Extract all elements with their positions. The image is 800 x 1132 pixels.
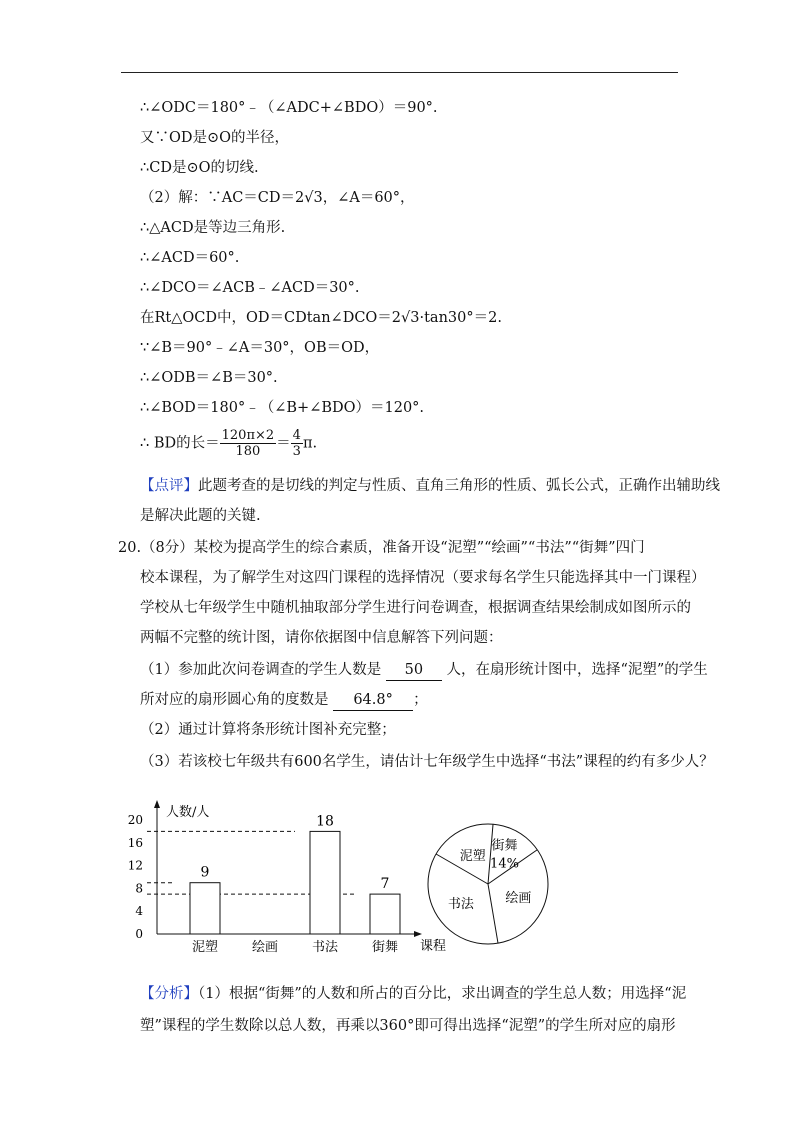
proof-line-3: ∴CD是⊙O的切线. [140, 160, 259, 176]
y-tick-label: 8 [135, 881, 143, 896]
proof-line-2: 又∵OD是⊙O的半径， [140, 130, 290, 146]
proof-line-9: ∵∠B＝90°﹣∠A＝30°，OB＝OD， [140, 340, 380, 356]
arc-fraction [220, 428, 277, 459]
proof-line-11: ∴∠BOD＝180°﹣（∠B+∠BDO）＝120°. [140, 400, 425, 416]
pie-label-书法: 书法 [447, 896, 474, 912]
arc-numerator: 120π×2 [221, 428, 275, 443]
category-label: 绘画 [251, 940, 279, 955]
q20-sub1-text-a: （1）参加此次问卷调查的学生人数是 [140, 662, 382, 678]
proof-line-1: ∴∠ODC＝180°﹣（∠ADC+∠BDO）＝90°. [140, 100, 438, 116]
q20-sub3: （3）若该校七年级共有600名学生，请估计七年级学生中选择“书法”课程的约有多少人？ [140, 754, 714, 770]
analysis-line-1 [140, 984, 686, 1004]
x-axis-label: 课程 [420, 939, 447, 954]
arc-denominator: 180 [235, 444, 261, 459]
bar-value-label: 18 [316, 813, 334, 830]
arc-result-numerator: 4 [292, 428, 301, 443]
arc-length-suffix: π. [302, 435, 318, 452]
bar-value-label: 9 [200, 864, 210, 881]
bar-chart [128, 800, 446, 955]
y-axis-label: 人数/人 [166, 805, 210, 820]
q20-paragraph-1: 20.（8分）某校为提高学生的综合素质，准备开设“泥塑”“绘画”“书法”“街舞”四门 [118, 540, 645, 556]
y-tick-label: 16 [127, 835, 143, 850]
q20-sub1-line-2 [140, 690, 428, 711]
review-tag: 【点评】 [140, 478, 198, 494]
q20-sub1-text-b: 人，在扇形统计图中，选择“泥塑”的学生 [446, 662, 708, 678]
y-tick-label: 12 [127, 858, 143, 873]
q20-sub1-text-c: 所对应的扇形圆心角的度数是 [140, 692, 329, 708]
bar-书法 [310, 831, 340, 934]
proof-line-10: ∴∠ODB＝∠B＝30°. [140, 370, 278, 386]
y-tick-label: 0 [135, 927, 143, 941]
review-text-1: 此题考查的是切线的判定与性质、直角三角形的性质、弧长公式，正确作出辅助线 [198, 478, 720, 494]
bar-value-label: 7 [380, 876, 390, 893]
review-line-1 [140, 476, 720, 496]
analysis-tag: 【分析】 [140, 986, 198, 1002]
proof-line-7: ∴∠DCO＝∠ACB﹣∠ACD＝30°. [140, 280, 360, 296]
pie-label-绘画: 绘画 [505, 890, 532, 906]
proof-line-6: ∴∠ACD＝60°. [140, 250, 240, 266]
pie-label-街舞: 街舞 [491, 838, 518, 854]
arc-length-prefix: ∴ BD的长＝ [140, 435, 220, 452]
q20-paragraph-2: 校本课程，为了解学生对这四门课程的选择情况（要求每名学生只能选择其中一门课程） [140, 570, 706, 586]
y-axis-arrow-icon [154, 800, 160, 808]
arc-length-line [140, 428, 317, 459]
arc-result-denominator: 3 [292, 444, 301, 459]
y-tick-label: 20 [127, 813, 143, 827]
y-tick-label: 4 [135, 904, 143, 919]
category-label: 泥塑 [191, 940, 219, 955]
analysis-line-2: 塑”课程的学生数除以总人数，再乘以360°即可得出选择“泥塑”的学生所对应的扇形 [140, 1018, 676, 1034]
q20-sub1-text-d: ； [413, 692, 428, 708]
proof-line-5: ∴△ACD是等边三角形. [140, 220, 286, 236]
q20-paragraph-3: 学校从七年级学生中随机抽取部分学生进行问卷调查，根据调查结果绘制成如图所示的 [140, 600, 691, 616]
q20-sub1-line-1 [140, 660, 708, 681]
arc-result-fraction [291, 428, 303, 459]
category-label: 书法 [311, 940, 339, 955]
statistics-charts [100, 800, 570, 960]
q20-sub2: （2）通过计算将条形统计图补充完整； [140, 722, 396, 738]
student-count-answer: 50 [386, 660, 442, 681]
category-label: 街舞 [371, 940, 399, 955]
pie-label-泥塑: 泥塑 [459, 848, 486, 864]
arc-equals: ＝ [276, 435, 291, 452]
review-line-2: 是解决此题的关键. [140, 508, 261, 524]
q20-paragraph-4: 两幅不完整的统计图，请你依据图中信息解答下列问题： [140, 630, 503, 646]
proof-line-4: （2）解：∵AC＝CD＝2√3，∠A＝60°， [140, 190, 415, 206]
pie-chart [428, 824, 548, 944]
angle-answer: 64.8° [333, 690, 413, 711]
x-axis-arrow-icon [414, 931, 422, 937]
bar-泥塑 [190, 883, 220, 934]
analysis-text-1: （1）根据“街舞”的人数和所占的百分比，求出调查的学生总人数；用选择“泥 [198, 986, 687, 1002]
bar-街舞 [370, 894, 400, 934]
proof-line-8: 在Rt△OCD中，OD＝CDtan∠DCO＝2√3·tan30°＝2. [140, 310, 502, 326]
header-rule [121, 72, 678, 73]
pie-percent-label: 14% [490, 856, 519, 872]
